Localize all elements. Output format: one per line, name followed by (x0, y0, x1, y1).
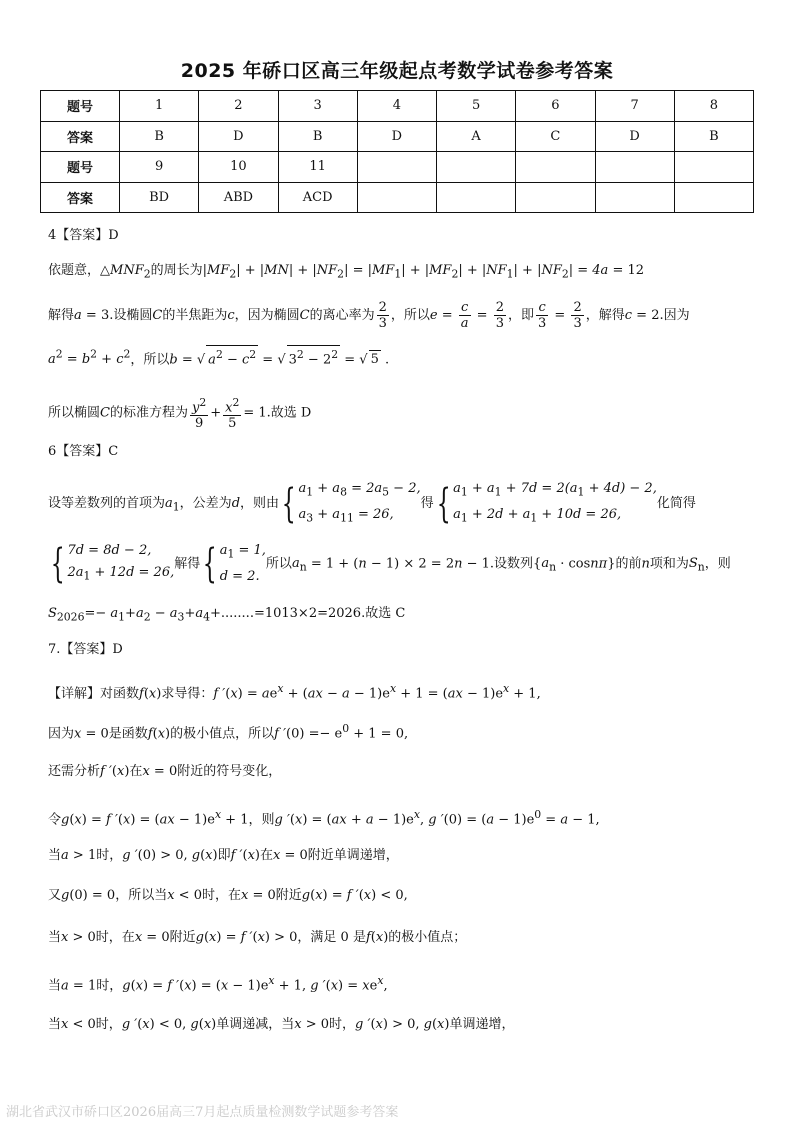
table-row (41, 182, 754, 213)
section-6-heading: 6【答案】C (48, 444, 119, 459)
section-7-line-3: 还需分析f ′(x)在x = 0附近的符号变化， (48, 764, 282, 779)
answer-cell: ACD (278, 182, 357, 213)
section-4-heading: 4【答案】D (48, 228, 119, 243)
question-number (595, 152, 674, 183)
answer-cell: B (278, 121, 357, 152)
row-label: 题号 (41, 91, 120, 122)
question-number (437, 152, 516, 183)
section-7-line-7: 当x > 0时，在x = 0附近g(x) = f ′(x) > 0，满足 0 是f(x)的极小值点； (48, 930, 467, 945)
question-number: 1 (120, 91, 199, 122)
answer-cell: BD (120, 182, 199, 213)
answer-cell: C (516, 121, 595, 152)
section-6-line-1: 设等差数列的首项为$a_1$，公差为d，则由{ $a_1 + a_8 = 2a_5 - 2$, $a_3 + a_{11} = 26$, 得{ $a_1 + a_1 + 7d = 2(a_1 + 4d) - 2$, $a_1 + 2d + a_1 + 10d = 26$, 化简得 (48, 480, 696, 527)
section-7-line-2: 因为x = 0是函数f(x)的极小值点，所以f $'(0) =- e^0 + 1 = 0$, (48, 722, 409, 742)
section-7-line-5: 当a > 1时，g ′(0) > 0, g(x)即f ′(x)在x = 0附近单调递增， (48, 848, 399, 863)
question-number: 6 (516, 91, 595, 122)
section-4-line-2: 解得a = 3.设椭圆C的半焦距为c，因为椭圆C的离心率为 $\frac{2}{3}$ ，所以e = $\frac{c}{a}$ = $\frac{2}{3}$ ，即 $\frac{c}{3}$ = $\frac{2}{3}$ ，解得c = 2.因为 (48, 300, 690, 331)
answer-cell: B (674, 121, 753, 152)
answer-cell (357, 182, 436, 213)
answer-cell (595, 182, 674, 213)
answer-cell: B (120, 121, 199, 152)
answer-cell (674, 182, 753, 213)
answer-cell: D (595, 121, 674, 152)
section-7-line-4: 令g(x) = f $'(x) = (ax - 1)e^x + 1$，则g $'(x) = (ax + a - 1)e^x$, g $'(0) = (a - 1)e^0 = a - 1$, (48, 808, 600, 828)
answer-cell: ABD (199, 182, 278, 213)
row-label: 答案 (41, 121, 120, 152)
section-4-line-4: 所以椭圆C的标准方程为 $\frac{y^2}{9}$ + $\frac{x^2}{5}$ = 1.故选 D (48, 396, 312, 432)
question-number: 4 (357, 91, 436, 122)
question-number: 8 (674, 91, 753, 122)
table-row (41, 152, 754, 183)
section-7-line-8: 当a = 1时，g(x) = f $'(x) = (x - 1)e^x + 1$, g $'(x) = xe^x$, (48, 974, 388, 994)
page-title: 2025 年硚口区高三年级起点考数学试卷参考答案 (180, 60, 614, 82)
answer-cell: D (199, 121, 278, 152)
section-7-line-1: 【详解】对函数f(x)求导得：f $'(x) = ae^x + (ax - a - 1)e^x + 1 = (ax - 1)e^x + 1$, (48, 682, 541, 702)
section-6-line-3: $S_{2026}=- a_1+a_2 - a_3+a_4+........=1013\times 2=2026$.故选 C (48, 606, 406, 624)
table-row (41, 91, 754, 122)
answer-table (40, 90, 754, 213)
question-number (674, 152, 753, 183)
table-row (41, 121, 754, 152)
section-7-line-9: 当x < 0时，g ′(x) < 0, g(x)单调递减，当x > 0时，g ′(x) > 0, g(x)单调递增， (48, 1017, 515, 1032)
question-number: 11 (278, 152, 357, 183)
question-number: 3 (278, 91, 357, 122)
section-7-heading: 7.【答案】D (48, 642, 123, 657)
row-label: 答案 (41, 182, 120, 213)
section-4-line-1: 依题意，$\triangle MNF_2$的周长为$|MF_2| + |MN| + |NF_2| = |MF_1| + |MF_2| + |NF_1| + |NF_2| = 4a = 12$ (48, 263, 645, 281)
answer-cell (516, 182, 595, 213)
question-number: 10 (199, 152, 278, 183)
footer-watermark: 湖北省武汉市硚口区2026届高三7月起点质量检测数学试题参考答案 (6, 1105, 399, 1120)
question-number: 2 (199, 91, 278, 122)
answer-cell: A (437, 121, 516, 152)
question-number (516, 152, 595, 183)
question-number (357, 152, 436, 183)
question-number: 9 (120, 152, 199, 183)
section-4-line-3: $a^2 = b^2 + c^2$，所以b = √ $a^2 - c^2$ = √ $3^2 - 2^2$ = √ 5 . (48, 345, 389, 369)
section-7-line-6: 又g(0) = 0，所以当x < 0时，在x = 0附近g(x) = f ′(x) < 0, (48, 888, 408, 903)
question-number: 5 (437, 91, 516, 122)
question-number: 7 (595, 91, 674, 122)
section-6-line-2: { 7d = 8d − 2, $2a_1 + 12d = 26$, 解得{ $a_1 = 1$, d = 2. 所以$a_n = 1 + (n - 1) \times 2 = 2n - 1$.设数列$\{a_n \cdot \cos n\pi\}$的前n项和为$S_n$，则 (50, 540, 731, 587)
answer-cell: D (357, 121, 436, 152)
answer-cell (437, 182, 516, 213)
row-label: 题号 (41, 152, 120, 183)
